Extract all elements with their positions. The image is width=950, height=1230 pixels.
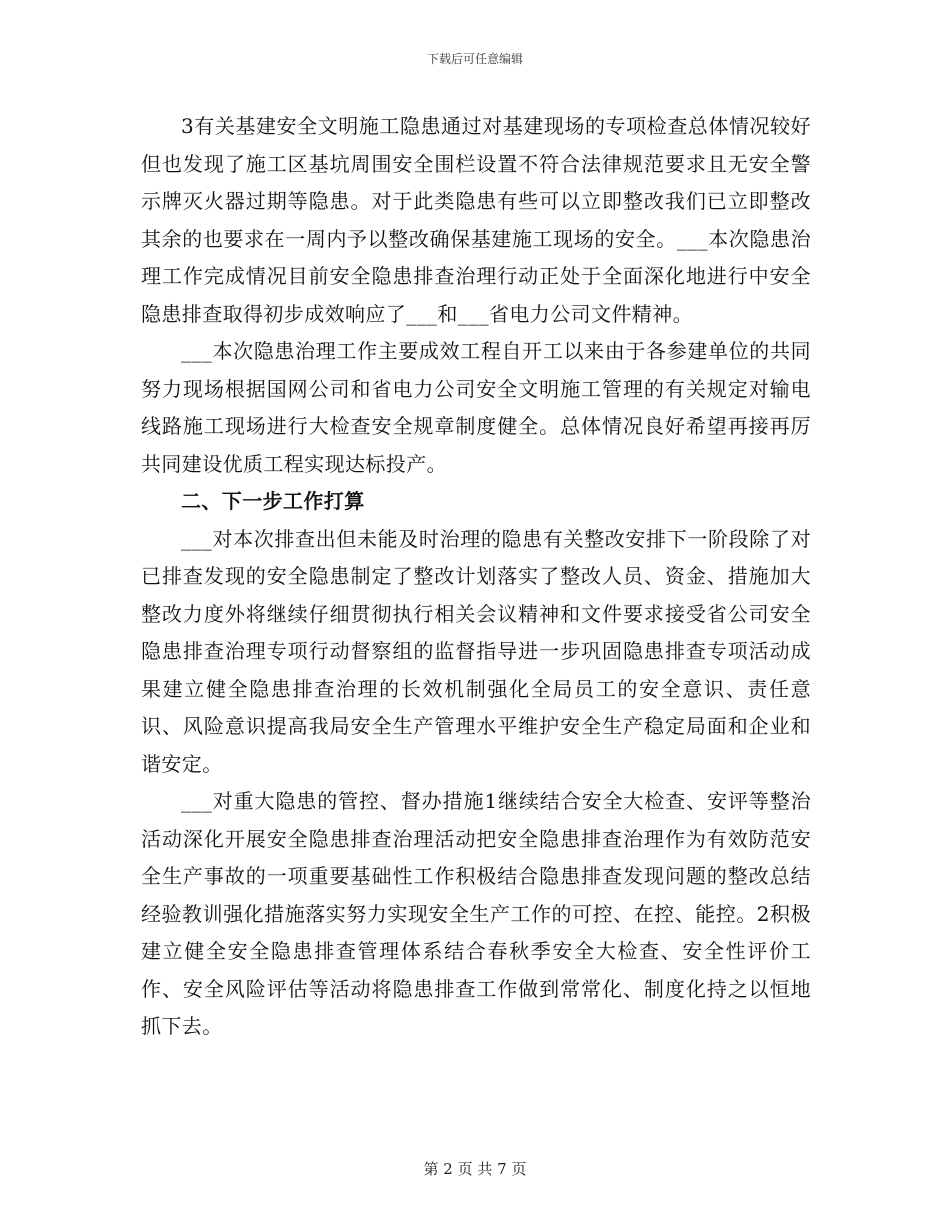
header-note: 下载后可任意编辑 <box>426 52 523 66</box>
page-number: 第 2 页 共 7 页 <box>423 1160 527 1178</box>
paragraph-3: ___对本次排查出但未能及时治理的隐患有关整改安排下一阶段除了对已排查发现的安全隐患制定了整改计划落实了整改人员、资金、措施加大整改力度外将继续仔细贯彻执行相关会议精神和文件要求接受省公司安全隐患排查治理专项行动督察组的监督指导进一步巩固隐患排查专项活动成果建立健全隐患排查治理的长效机制强化全局员工的安全意识、责任意识、风险意识提高我局安全生产管理水平维护安全生产稳定局面和企业和谐安定。 <box>141 526 811 776</box>
paragraph-2: ___本次隐患治理工作主要成效工程自开工以来由于各参建单位的共同努力现场根据国网公司和省电力公司安全文明施工管理的有关规定对输电线路施工现场进行大检查安全规章制度健全。总体情况良好希望再接再厉共同建设优质工程实现达标投产。 <box>141 339 811 476</box>
paragraph-1: 3有关基建安全文明施工隐患通过对基建现场的专项检查总体情况较好但也发现了施工区基坑周围安全围栏设置不符合法律规范要求且无安全警示牌灭火器过期等隐患。对于此类隐患有些可以立即整改我们已立即整改其余的也要求在一周内予以整改确保基建施工现场的安全。___本次隐患治理工作完成情况目前安全隐患排查治理行动正处于全面深化地进行中安全隐患排查取得初步成效响应了___和___省电力公司文件精神。 <box>141 114 811 326</box>
document-body <box>141 108 811 1046</box>
paragraph-4: ___对重大隐患的管控、督办措施1继续结合安全大检查、安评等整治活动深化开展安全隐患排查治理活动把安全隐患排查治理作为有效防范安全生产事故的一项重要基础性工作积极结合隐患排查发现问题的整改总结经验教训强化措施落实努力实现安全生产工作的可控、在控、能控。2积极建立健全安全隐患排查管理体系结合春秋季安全大检查、安全性评价工作、安全风险评估等活动将隐患排查工作做到常常化、制度化持之以恒地抓下去。 <box>141 789 811 1038</box>
section-heading: 二、下一步工作打算 <box>181 489 365 513</box>
